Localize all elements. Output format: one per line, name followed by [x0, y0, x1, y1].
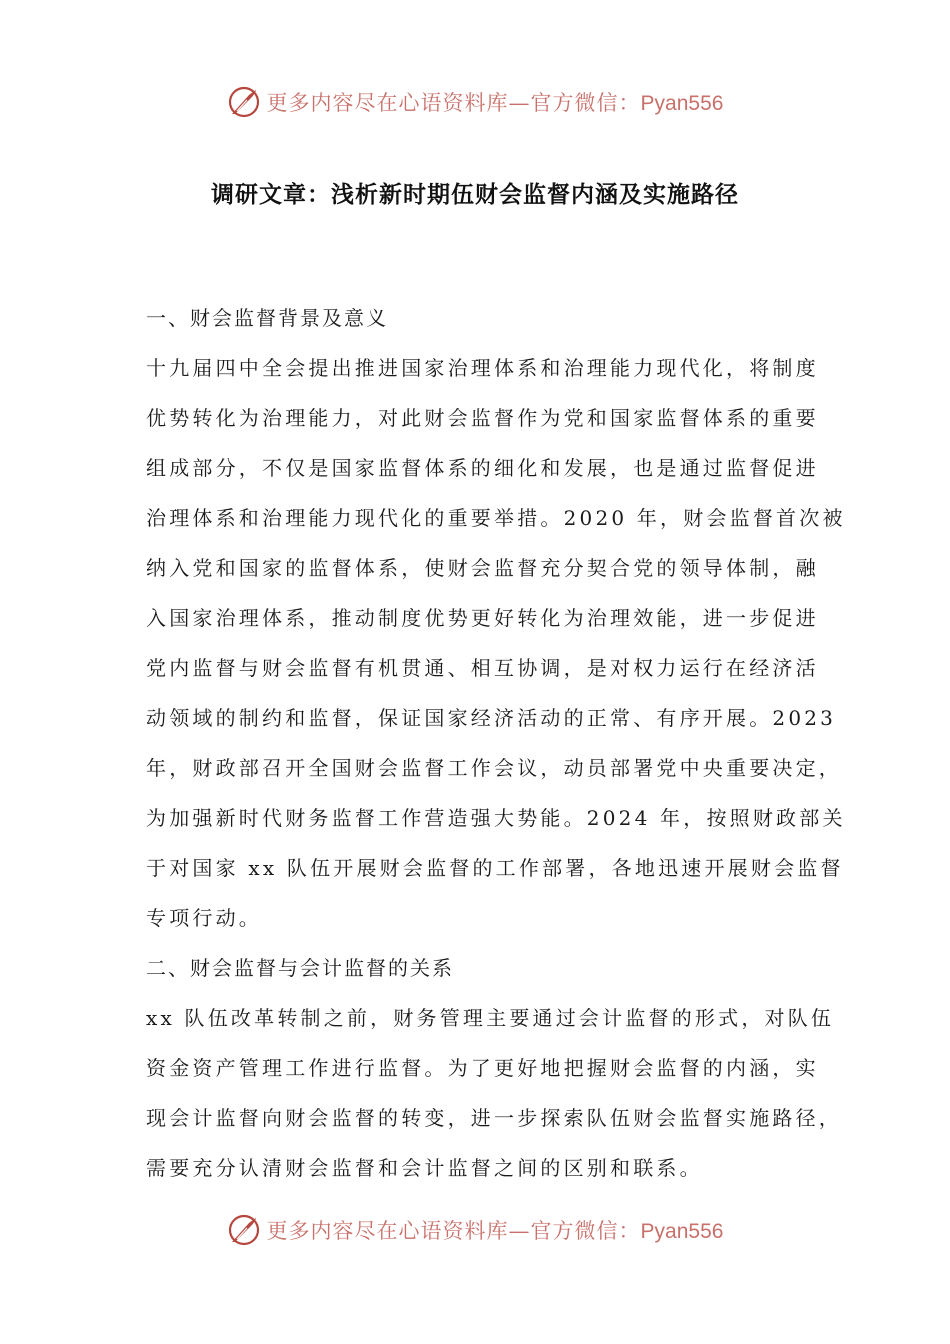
paragraph-line: 为加强新时代财务监督工作营造强大势能。2024 年，按照财政部关	[146, 806, 846, 830]
wechat-id: Pyan556	[640, 1220, 724, 1243]
section-heading-2: 二、财会监督与会计监督的关系	[146, 956, 454, 980]
paragraph-line: 党内监督与财会监督有机贯通、相互协调，是对权力运行在经济活	[146, 656, 819, 680]
document-title: 调研文章：浅析新时期伍财会监督内涵及实施路径	[211, 181, 739, 208]
document-body	[146, 293, 846, 1193]
paragraph-line: 组成部分，不仅是国家监督体系的细化和发展，也是通过监督促进	[146, 456, 819, 480]
paragraph-line: 现会计监督向财会监督的转变，进一步探索队伍财会监督实施路径，	[146, 1106, 842, 1130]
paragraph-line: 治理体系和治理能力现代化的重要举措。2020 年，财会监督首次被	[146, 506, 846, 530]
paragraph-line: 入国家治理体系，推动制度优势更好转化为治理效能，进一步促进	[146, 606, 819, 630]
wechat-id: Pyan556	[640, 92, 724, 115]
paragraph-line: 动领域的制约和监督，保证国家经济活动的正常、有序开展。2023	[146, 706, 837, 730]
watermark-text: 更多内容尽在心语资料库—官方微信：Pyan556	[266, 91, 724, 115]
footer-watermark	[0, 1210, 950, 1250]
paragraph-line: 于对国家 xx 队伍开展财会监督的工作部署，各地迅速开展财会监督	[146, 856, 844, 880]
paragraph-line: 优势转化为治理能力，对此财会监督作为党和国家监督体系的重要	[146, 406, 819, 430]
paragraph-line: 专项行动。	[146, 906, 262, 930]
paragraph-line: 需要充分认清财会监督和会计监督之间的区别和联系。	[146, 1156, 703, 1180]
section-heading-1: 一、财会监督背景及意义	[146, 306, 388, 330]
paragraph-line: 年，财政部召开全国财会监督工作会议，动员部署党中央重要决定，	[146, 756, 842, 780]
paragraph-line: 纳入党和国家的监督体系，使财会监督充分契合党的领导体制，融	[146, 556, 819, 580]
paragraph-line: 十九届四中全会提出推进国家治理体系和治理能力现代化，将制度	[146, 356, 819, 380]
paragraph-line: xx 队伍改革转制之前，财务管理主要通过会计监督的形式，对队伍	[146, 1006, 835, 1030]
header-watermark	[0, 82, 950, 122]
watermark-text: 更多内容尽在心语资料库—官方微信：Pyan556	[266, 1219, 724, 1243]
quill-logo-icon	[227, 1213, 261, 1247]
paragraph-line: 资金资产管理工作进行监督。为了更好地把握财会监督的内涵，实	[146, 1056, 819, 1080]
quill-logo-icon	[227, 85, 261, 119]
